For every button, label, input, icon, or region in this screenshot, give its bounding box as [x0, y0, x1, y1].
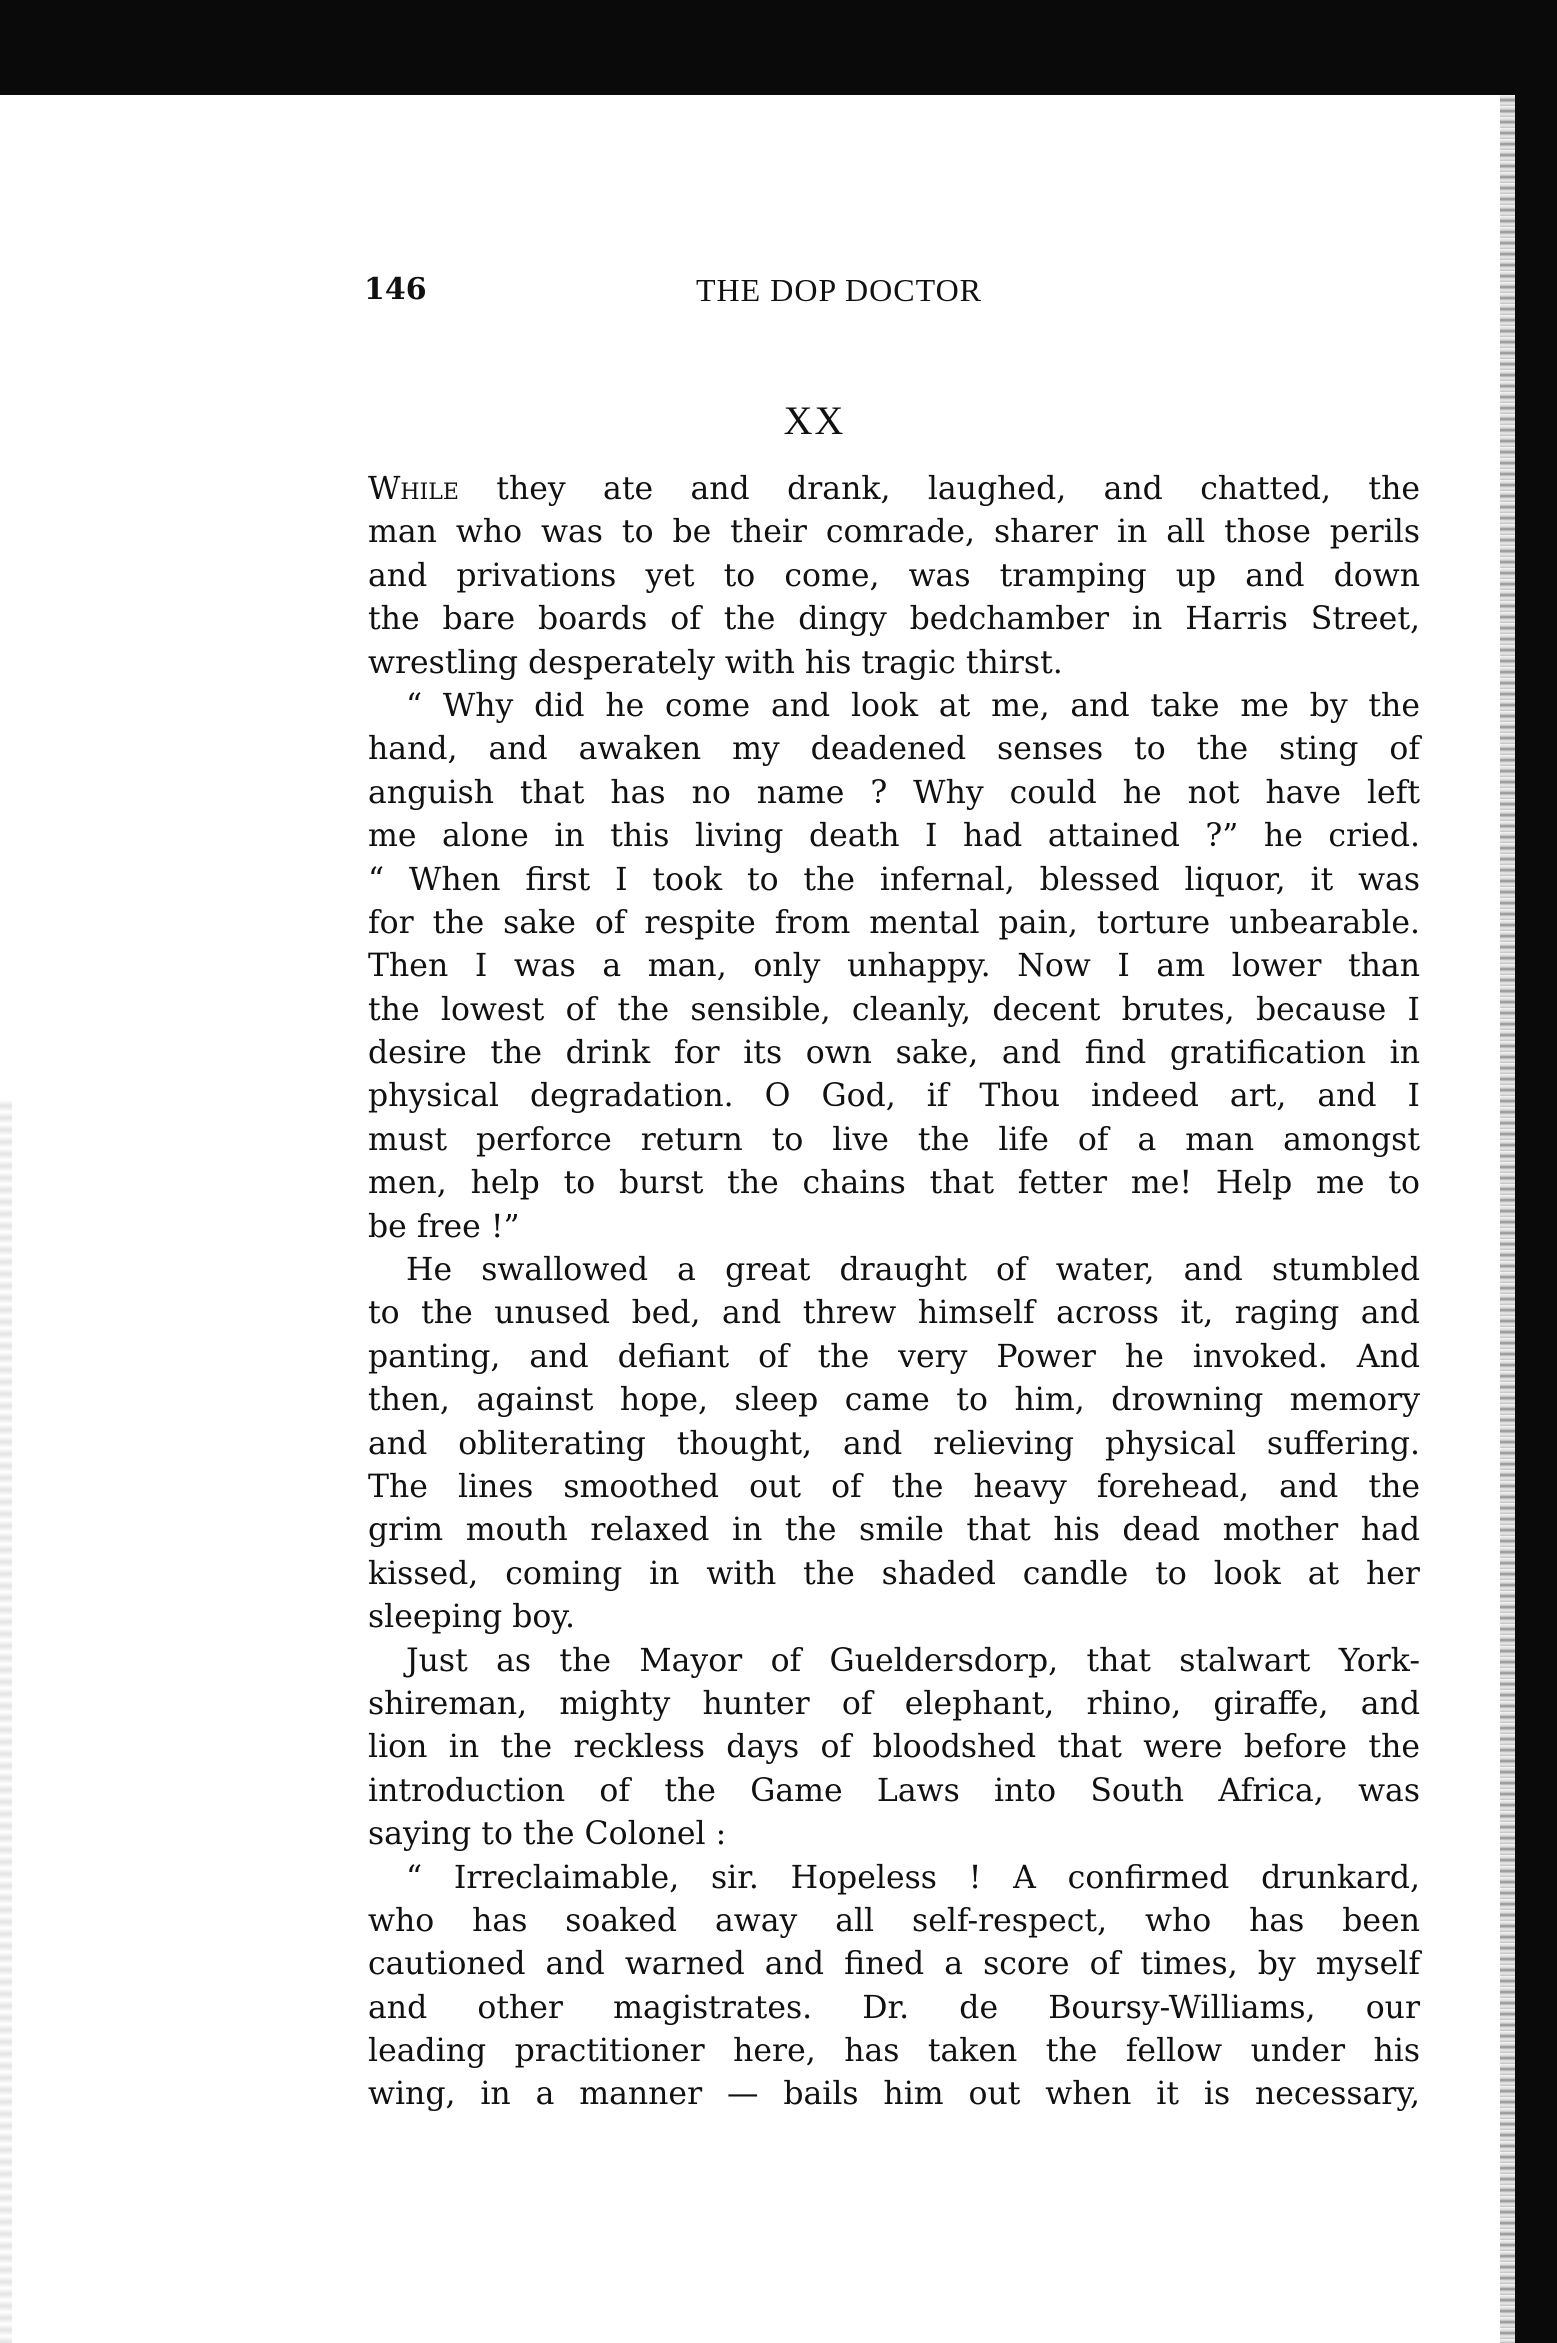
text-line: be free !” [368, 1208, 520, 1245]
text-line: desire the drink for its own sake, and find gratification in [368, 1035, 1420, 1072]
text-line: introduction of the Game Laws into South Africa, was [368, 1772, 1420, 1809]
text-line: Then I was a man, only unhappy. Now I am lower than [368, 948, 1420, 985]
text-line: grim mouth relaxed in the smile that his dead mother had [368, 1512, 1420, 1549]
text-line: the bare boards of the dingy bedchamber in Harris Street, [368, 601, 1420, 638]
text-line: saying to the Colonel : [368, 1816, 727, 1853]
text-line: While they ate and drank, laughed, and chatted, the [368, 471, 1420, 507]
text-line: Just as the Mayor of Gueldersdorp, that stalwart York- [406, 1642, 1420, 1679]
scan-border-top [0, 0, 1557, 95]
page-number: 146 [364, 272, 427, 307]
text-line: and other magistrates. Dr. de Boursy-Williams, our [368, 1989, 1420, 2026]
text-line: leading practitioner here, has taken the fellow under his [368, 2033, 1420, 2070]
text-line: He swallowed a great draught of water, and stumbled [406, 1252, 1420, 1289]
text-line: “ When first I took to the infernal, blessed liquor, it was [368, 861, 1420, 898]
text-line: who has soaked away all self-respect, who has been [368, 1902, 1420, 1939]
text-line: The lines smoothed out of the heavy forehead, and the [368, 1468, 1420, 1505]
text-line: must perforce return to live the life of a man amongst [368, 1121, 1420, 1158]
lead-word: While [368, 471, 459, 507]
text-line: “ Irreclaimable, sir. Hopeless ! A confirmed drunkard, [406, 1859, 1420, 1896]
text-line: physical degradation. O God, if Thou indeed art, and I [368, 1078, 1420, 1115]
text-line: sleeping boy. [368, 1599, 575, 1636]
text-line: hand, and awaken my deadened senses to the sting of [368, 731, 1420, 768]
text-line: and obliterating thought, and relieving physical suffering. [368, 1425, 1420, 1462]
page-edge-left [0, 1100, 12, 2343]
text-line: wrestling desperately with his tragic thirst. [368, 644, 1063, 681]
text-line: wing, in a manner — bails him out when it is necessary, [368, 2076, 1420, 2113]
running-head [364, 270, 1420, 310]
text-line: man who was to be their comrade, sharer in all those perils [368, 514, 1420, 551]
body-text [368, 468, 1420, 2117]
text-line: then, against hope, sleep came to him, drowning memory [368, 1382, 1420, 1419]
text-line: to the unused bed, and threw himself across it, raging and [368, 1295, 1420, 1332]
text-line: anguish that has no name ? Why could he not have left [368, 774, 1420, 811]
text-line: panting, and defiant of the very Power he invoked. And [368, 1338, 1420, 1375]
text-line: kissed, coming in with the shaded candle to look at her [368, 1555, 1420, 1592]
text-line: for the sake of respite from mental pain, torture unbearable. [368, 904, 1420, 941]
text-line: lion in the reckless days of bloodshed that were before the [368, 1729, 1420, 1766]
text-line: shireman, mighty hunter of elephant, rhino, giraffe, and [368, 1685, 1420, 1722]
text-line: the lowest of the sensible, cleanly, decent brutes, because I [368, 991, 1420, 1028]
text-line: “ Why did he come and look at me, and take me by the [406, 687, 1420, 724]
chapter-heading: XX [783, 398, 846, 443]
text-line: men, help to burst the chains that fetter me! Help me to [368, 1165, 1420, 1202]
text-line: and privations yet to come, was tramping up and down [368, 557, 1420, 594]
text-line: me alone in this living death I had attained ?” he cried. [368, 818, 1420, 855]
book-title: THE DOP DOCTOR [696, 272, 983, 308]
text-line: cautioned and warned and fined a score of times, by myself [368, 1946, 1420, 1983]
